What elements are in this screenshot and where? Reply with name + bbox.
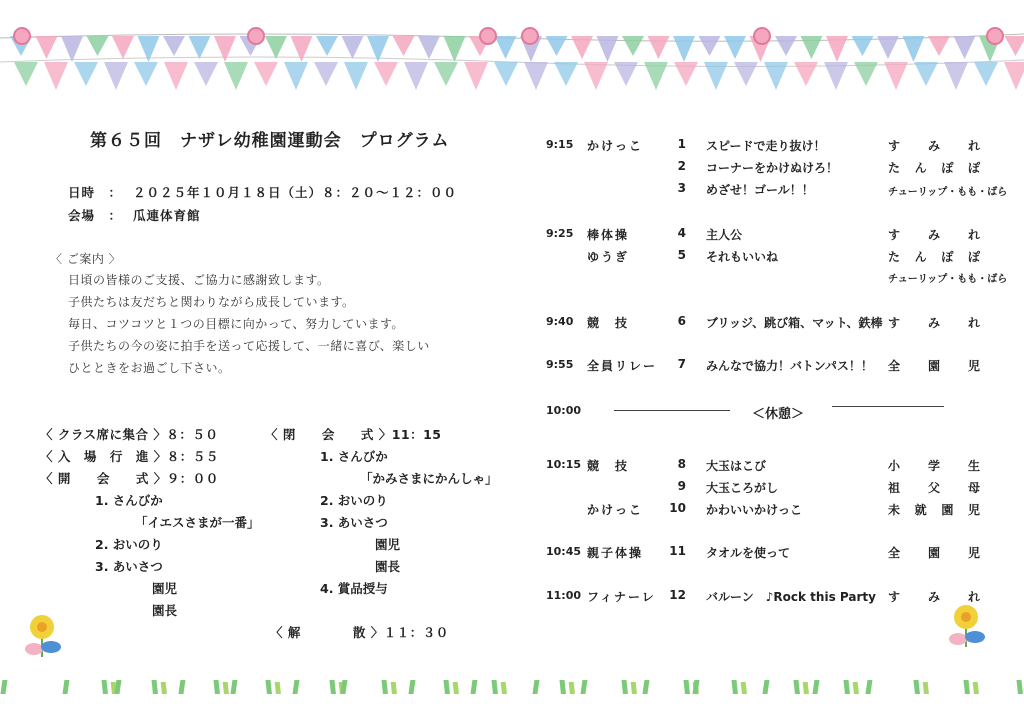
- break-label: ＜休憩＞: [752, 407, 805, 422]
- event-title: 大玉ころがし: [706, 481, 779, 495]
- guide-line: 子供たちの今の姿に拍手を送って応援して、一緒に喜び、楽しい: [68, 339, 430, 353]
- grass-blade: [762, 680, 769, 694]
- pennant-flag: [291, 36, 313, 62]
- event-title: みんなで協力！バトンパス！！: [706, 359, 873, 373]
- flower-leaf: [41, 641, 61, 653]
- class-name-char: ぽ: [941, 250, 954, 264]
- grass-blade: [843, 680, 849, 694]
- class-name: [888, 137, 980, 154]
- pennant-flag: [254, 62, 278, 86]
- pennant-flag: [801, 36, 823, 59]
- event-number: 6: [677, 314, 686, 328]
- class-name-char: ぽ: [967, 161, 980, 175]
- pennant-flag: [342, 36, 364, 59]
- event-number: 3: [677, 181, 686, 195]
- grass-blade: [793, 680, 799, 694]
- grass-blade: [213, 680, 219, 694]
- pennant-flag: [852, 36, 874, 56]
- class-name-char: れ: [967, 139, 980, 153]
- pennant-flag: [734, 62, 758, 86]
- pennant-flag: [316, 36, 338, 56]
- pennant-flag: [903, 36, 925, 62]
- class-name: [888, 479, 980, 496]
- grass-blade: [853, 682, 859, 694]
- class-name-char: み: [927, 316, 940, 330]
- closing-item: 2. おいのり: [320, 493, 388, 508]
- pennant-flag: [418, 36, 440, 59]
- class-name-char: 児: [967, 503, 980, 517]
- class-name: [888, 544, 980, 561]
- pennant-flag: [826, 36, 848, 62]
- class-name-char: み: [927, 139, 940, 153]
- grass-blade: [913, 680, 919, 694]
- grass-blade: [642, 680, 649, 694]
- grass-blade: [275, 682, 281, 694]
- opening-item: 2. おいのり: [95, 537, 163, 552]
- class-name-char: 祖: [888, 481, 901, 495]
- pennant-flag: [954, 36, 976, 59]
- grass-blade: [812, 680, 819, 694]
- pennant-flag: [444, 36, 466, 62]
- pennant-flag: [265, 36, 287, 59]
- class-name-char: 生: [967, 459, 980, 473]
- guide-heading: 〈 ご案内 〉: [50, 252, 122, 266]
- event-number: 9: [677, 479, 686, 493]
- pennant-flag: [877, 36, 899, 59]
- pennant-flag: [74, 62, 98, 86]
- grass-blade: [408, 680, 415, 694]
- class-name-char: み: [927, 228, 940, 242]
- event-category: かけっこ: [587, 503, 644, 517]
- pennant-flag: [554, 62, 578, 86]
- pennant-flag: [928, 36, 950, 56]
- opening-item: 「イエスさまが一番」: [135, 515, 260, 530]
- pennant-flag: [164, 62, 188, 90]
- pennant-flag: [87, 36, 109, 56]
- gather-time: 〈 クラス席に集合 〉８：５０: [40, 427, 219, 442]
- closing-item: 園長: [375, 559, 401, 574]
- flower-center: [37, 622, 47, 632]
- class-name-char: 児: [967, 546, 980, 560]
- event-number: 10: [669, 501, 686, 515]
- flower-leaf: [965, 631, 985, 643]
- pennant-flag: [61, 36, 83, 62]
- class-name-char: 学: [927, 459, 940, 473]
- grass-blade: [865, 680, 872, 694]
- class-name-char: す: [888, 139, 901, 153]
- schedule-time: 11:00: [546, 589, 582, 602]
- class-name-char: ぽ: [967, 250, 980, 264]
- opening-item: 3. あいさつ: [95, 559, 163, 574]
- class-name: [888, 248, 980, 265]
- grass-blade: [329, 680, 335, 694]
- class-name-char: ん: [914, 250, 927, 264]
- pennant-flag: [1004, 62, 1024, 90]
- class-name-char: 全: [888, 359, 901, 373]
- grass-blade: [223, 682, 229, 694]
- class-name-char: 児: [967, 359, 980, 373]
- grass-blade: [230, 680, 237, 694]
- event-number: 8: [677, 457, 686, 471]
- pennant-flag: [374, 62, 398, 86]
- opening-item: 園児: [152, 581, 178, 596]
- class-name-char: れ: [967, 228, 980, 242]
- pennant-flag: [648, 36, 670, 59]
- class-name-char: れ: [967, 316, 980, 330]
- pennant-flag: [464, 62, 488, 90]
- grass-blade: [621, 680, 627, 694]
- class-name-char: ん: [914, 161, 927, 175]
- rosette-decoration: [754, 28, 770, 44]
- event-title: 大玉はこび: [706, 459, 767, 473]
- grass-blade: [731, 680, 737, 694]
- grass-blade: [391, 682, 397, 694]
- page-title: 第６５回 ナザレ幼稚園運動会 プログラム: [90, 131, 450, 151]
- event-category: 競 技: [587, 316, 630, 330]
- grass-blade: [741, 682, 747, 694]
- class-name-char: ぽ: [941, 161, 954, 175]
- pennant-flag: [673, 36, 695, 62]
- grass-blade: [803, 682, 809, 694]
- class-name-char: み: [927, 590, 940, 604]
- event-category: かけっこ: [587, 139, 644, 153]
- pennant-flag: [764, 62, 788, 90]
- class-name-char: す: [888, 228, 901, 242]
- schedule-time: 9:55: [546, 358, 574, 371]
- grass-blade: [265, 680, 271, 694]
- date-label: 日時 ：: [68, 185, 123, 200]
- class-name: [888, 159, 980, 176]
- event-title: 主人公: [706, 228, 743, 242]
- rosette-decoration: [987, 28, 1003, 44]
- flower-leaf: [25, 643, 43, 655]
- event-category: フィナーレ: [587, 590, 656, 604]
- grass-blade: [683, 680, 689, 694]
- class-name-char: た: [888, 161, 901, 175]
- grass-blade: [973, 682, 979, 694]
- grass-blade: [569, 682, 575, 694]
- event-title: スピードで走り抜け！: [706, 139, 826, 153]
- pennant-flag: [1005, 36, 1024, 56]
- flower-center: [961, 612, 971, 622]
- event-number: 11: [669, 544, 686, 558]
- pennant-flag: [674, 62, 698, 86]
- class-name-char: 父: [927, 481, 940, 495]
- pennant-flag: [699, 36, 721, 56]
- class-name-char: 就: [914, 503, 927, 517]
- pennant-flag: [404, 62, 428, 90]
- class-name-char: 未: [888, 503, 901, 517]
- closing-item: 1. さんびか: [320, 449, 388, 464]
- pennant-flag: [314, 62, 338, 86]
- pennant-flag: [194, 62, 218, 86]
- pennant-flag: [134, 62, 158, 86]
- grass-blade: [0, 680, 7, 694]
- guide-line: 日頃の皆様のご支援、ご協力に感謝致します。: [68, 273, 330, 287]
- grass-blade: [62, 680, 69, 694]
- grass-blade: [443, 680, 449, 694]
- schedule-time: 9:40: [546, 315, 574, 328]
- event-title: タオルを使って: [706, 546, 791, 560]
- class-name-char: す: [888, 590, 901, 604]
- rosette-decoration: [480, 28, 496, 44]
- pennant-flag: [584, 62, 608, 90]
- class-name-char: 園: [927, 359, 940, 373]
- pennant-flag: [393, 36, 415, 56]
- grass-blade: [101, 680, 107, 694]
- grass-blade: [532, 680, 539, 694]
- event-number: 2: [677, 159, 686, 173]
- venue-value: 瓜連体育館: [133, 208, 201, 223]
- grass-blade: [923, 682, 929, 694]
- venue-label: 会場 ：: [68, 208, 123, 223]
- closing-item: 3. あいさつ: [320, 515, 388, 530]
- grass-blade: [491, 680, 497, 694]
- pennant-flag: [44, 62, 68, 90]
- event-number: 4: [677, 226, 686, 240]
- event-title: かわいいかけっこ: [706, 503, 803, 517]
- pennant-flag: [884, 62, 908, 90]
- pennant-flag: [214, 36, 236, 62]
- pennant-flag: [494, 62, 518, 86]
- pennant-flag: [104, 62, 128, 90]
- event-number: 1: [677, 137, 686, 151]
- schedule-time: 9:25: [546, 227, 574, 240]
- event-category: 全員リレー: [587, 359, 658, 373]
- class-name-char: た: [888, 250, 901, 264]
- grass-blade: [580, 680, 587, 694]
- pennant-flag: [775, 36, 797, 56]
- pennant-flag: [644, 62, 668, 90]
- rosette-decoration: [522, 28, 538, 44]
- pennant-flag: [36, 36, 58, 59]
- event-number: 5: [677, 248, 686, 262]
- event-title: ブリッジ、跳び箱、マット、鉄棒: [706, 316, 883, 330]
- class-name: [888, 314, 980, 331]
- class-name-char: 園: [941, 503, 954, 517]
- event-title: コーナーをかけぬけろ！: [706, 161, 839, 175]
- divider: [832, 406, 944, 407]
- closing-item: 4. 賞品授与: [320, 581, 388, 596]
- grass-blade: [470, 680, 477, 694]
- pennant-flag: [224, 62, 248, 90]
- class-name: チューリップ・もも・ばら: [888, 187, 1008, 198]
- event-title: それもいいね: [706, 250, 779, 264]
- event-title: めざせ！ゴール！！: [706, 183, 814, 197]
- event-category: ゆうぎ: [587, 250, 630, 264]
- guide-line: 子供たちは友だちと関わりながら成長しています。: [68, 295, 355, 309]
- opening-item: 1. さんびか: [95, 493, 163, 508]
- pennant-flag: [914, 62, 938, 86]
- closing-item: 園児: [375, 537, 401, 552]
- pennant-flag: [704, 62, 728, 90]
- grass-blade: [631, 682, 637, 694]
- pennant-flag: [614, 62, 638, 86]
- closing-ceremony-time: 〈 閉 会 式 〉11：15: [265, 427, 442, 442]
- closing-item: 「かみさまにかんしゃ」: [360, 471, 498, 486]
- grass-blade: [178, 680, 185, 694]
- class-name-char: 母: [967, 481, 980, 495]
- pennant-flag: [794, 62, 818, 86]
- footer-decoration: [0, 600, 1024, 724]
- grass-blade: [292, 680, 299, 694]
- pennant-flag: [824, 62, 848, 90]
- opening-ceremony-time: 〈 開 会 式 〉９：００: [40, 471, 219, 486]
- event-number: 7: [677, 357, 686, 371]
- pennant-flag: [597, 36, 619, 62]
- class-name-char: 小: [888, 459, 901, 473]
- event-category: 競 技: [587, 459, 630, 473]
- grass-blade: [453, 682, 459, 694]
- guide-line: 毎日、コツコツと１つの目標に向かって、努力しています。: [68, 317, 405, 331]
- opening-item: 園長: [152, 603, 178, 618]
- dismissal-time: 〈 解 散 〉１１：３０: [270, 625, 449, 640]
- pennant-flag: [571, 36, 593, 59]
- schedule-time: 9:15: [546, 138, 574, 151]
- class-name: [888, 457, 980, 474]
- grass-blade: [161, 682, 167, 694]
- class-name: [888, 357, 980, 374]
- break-time: 10:00: [546, 404, 582, 417]
- event-category: 親子体操: [587, 546, 644, 560]
- pennant-flag: [622, 36, 644, 56]
- entrance-march-time: 〈 入 場 行 進 〉８：５５: [40, 449, 219, 464]
- grass-blade: [963, 680, 969, 694]
- rosette-decoration: [248, 28, 264, 44]
- schedule-time: 10:45: [546, 545, 582, 558]
- pennant-flag: [14, 62, 38, 86]
- pennant-flag: [112, 36, 134, 59]
- grass-blade: [501, 682, 507, 694]
- event-category: 棒体操: [587, 228, 630, 242]
- pennant-flag: [434, 62, 458, 86]
- rosette-decoration: [14, 28, 30, 44]
- pennant-flag: [524, 62, 548, 90]
- grass-blade: [381, 680, 387, 694]
- class-name: [888, 226, 980, 243]
- bunting-decoration: [0, 0, 1024, 100]
- pennant-flag: [163, 36, 185, 56]
- grass-blade: [559, 680, 565, 694]
- pennant-flag: [724, 36, 746, 59]
- pennant-flag: [344, 62, 368, 90]
- pennant-flag: [944, 62, 968, 90]
- flower-leaf: [949, 633, 967, 645]
- event-title: バルーン ♪Rock this Party: [706, 590, 876, 604]
- class-name-char: 全: [888, 546, 901, 560]
- date-value: ２０２５年１０月１８日（土）８：２０〜１２：００: [133, 185, 458, 200]
- pennant-flag: [495, 36, 517, 59]
- grass-blade: [1016, 680, 1022, 694]
- class-name-char: す: [888, 316, 901, 330]
- pennant-flag: [546, 36, 568, 56]
- event-number: 12: [669, 588, 686, 602]
- pennant-flag: [284, 62, 308, 90]
- class-name-char: 園: [927, 546, 940, 560]
- class-name: [888, 501, 980, 518]
- pennant-flag: [854, 62, 878, 86]
- grass-blade: [151, 680, 157, 694]
- divider: [614, 410, 730, 411]
- pennant-flag: [974, 62, 998, 86]
- guide-line: ひとときをお過ごし下さい。: [68, 361, 231, 375]
- schedule-time: 10:15: [546, 458, 582, 471]
- pennant-flag: [189, 36, 211, 59]
- class-name: チューリップ・もも・ばら: [888, 274, 1008, 285]
- class-name-char: れ: [967, 590, 980, 604]
